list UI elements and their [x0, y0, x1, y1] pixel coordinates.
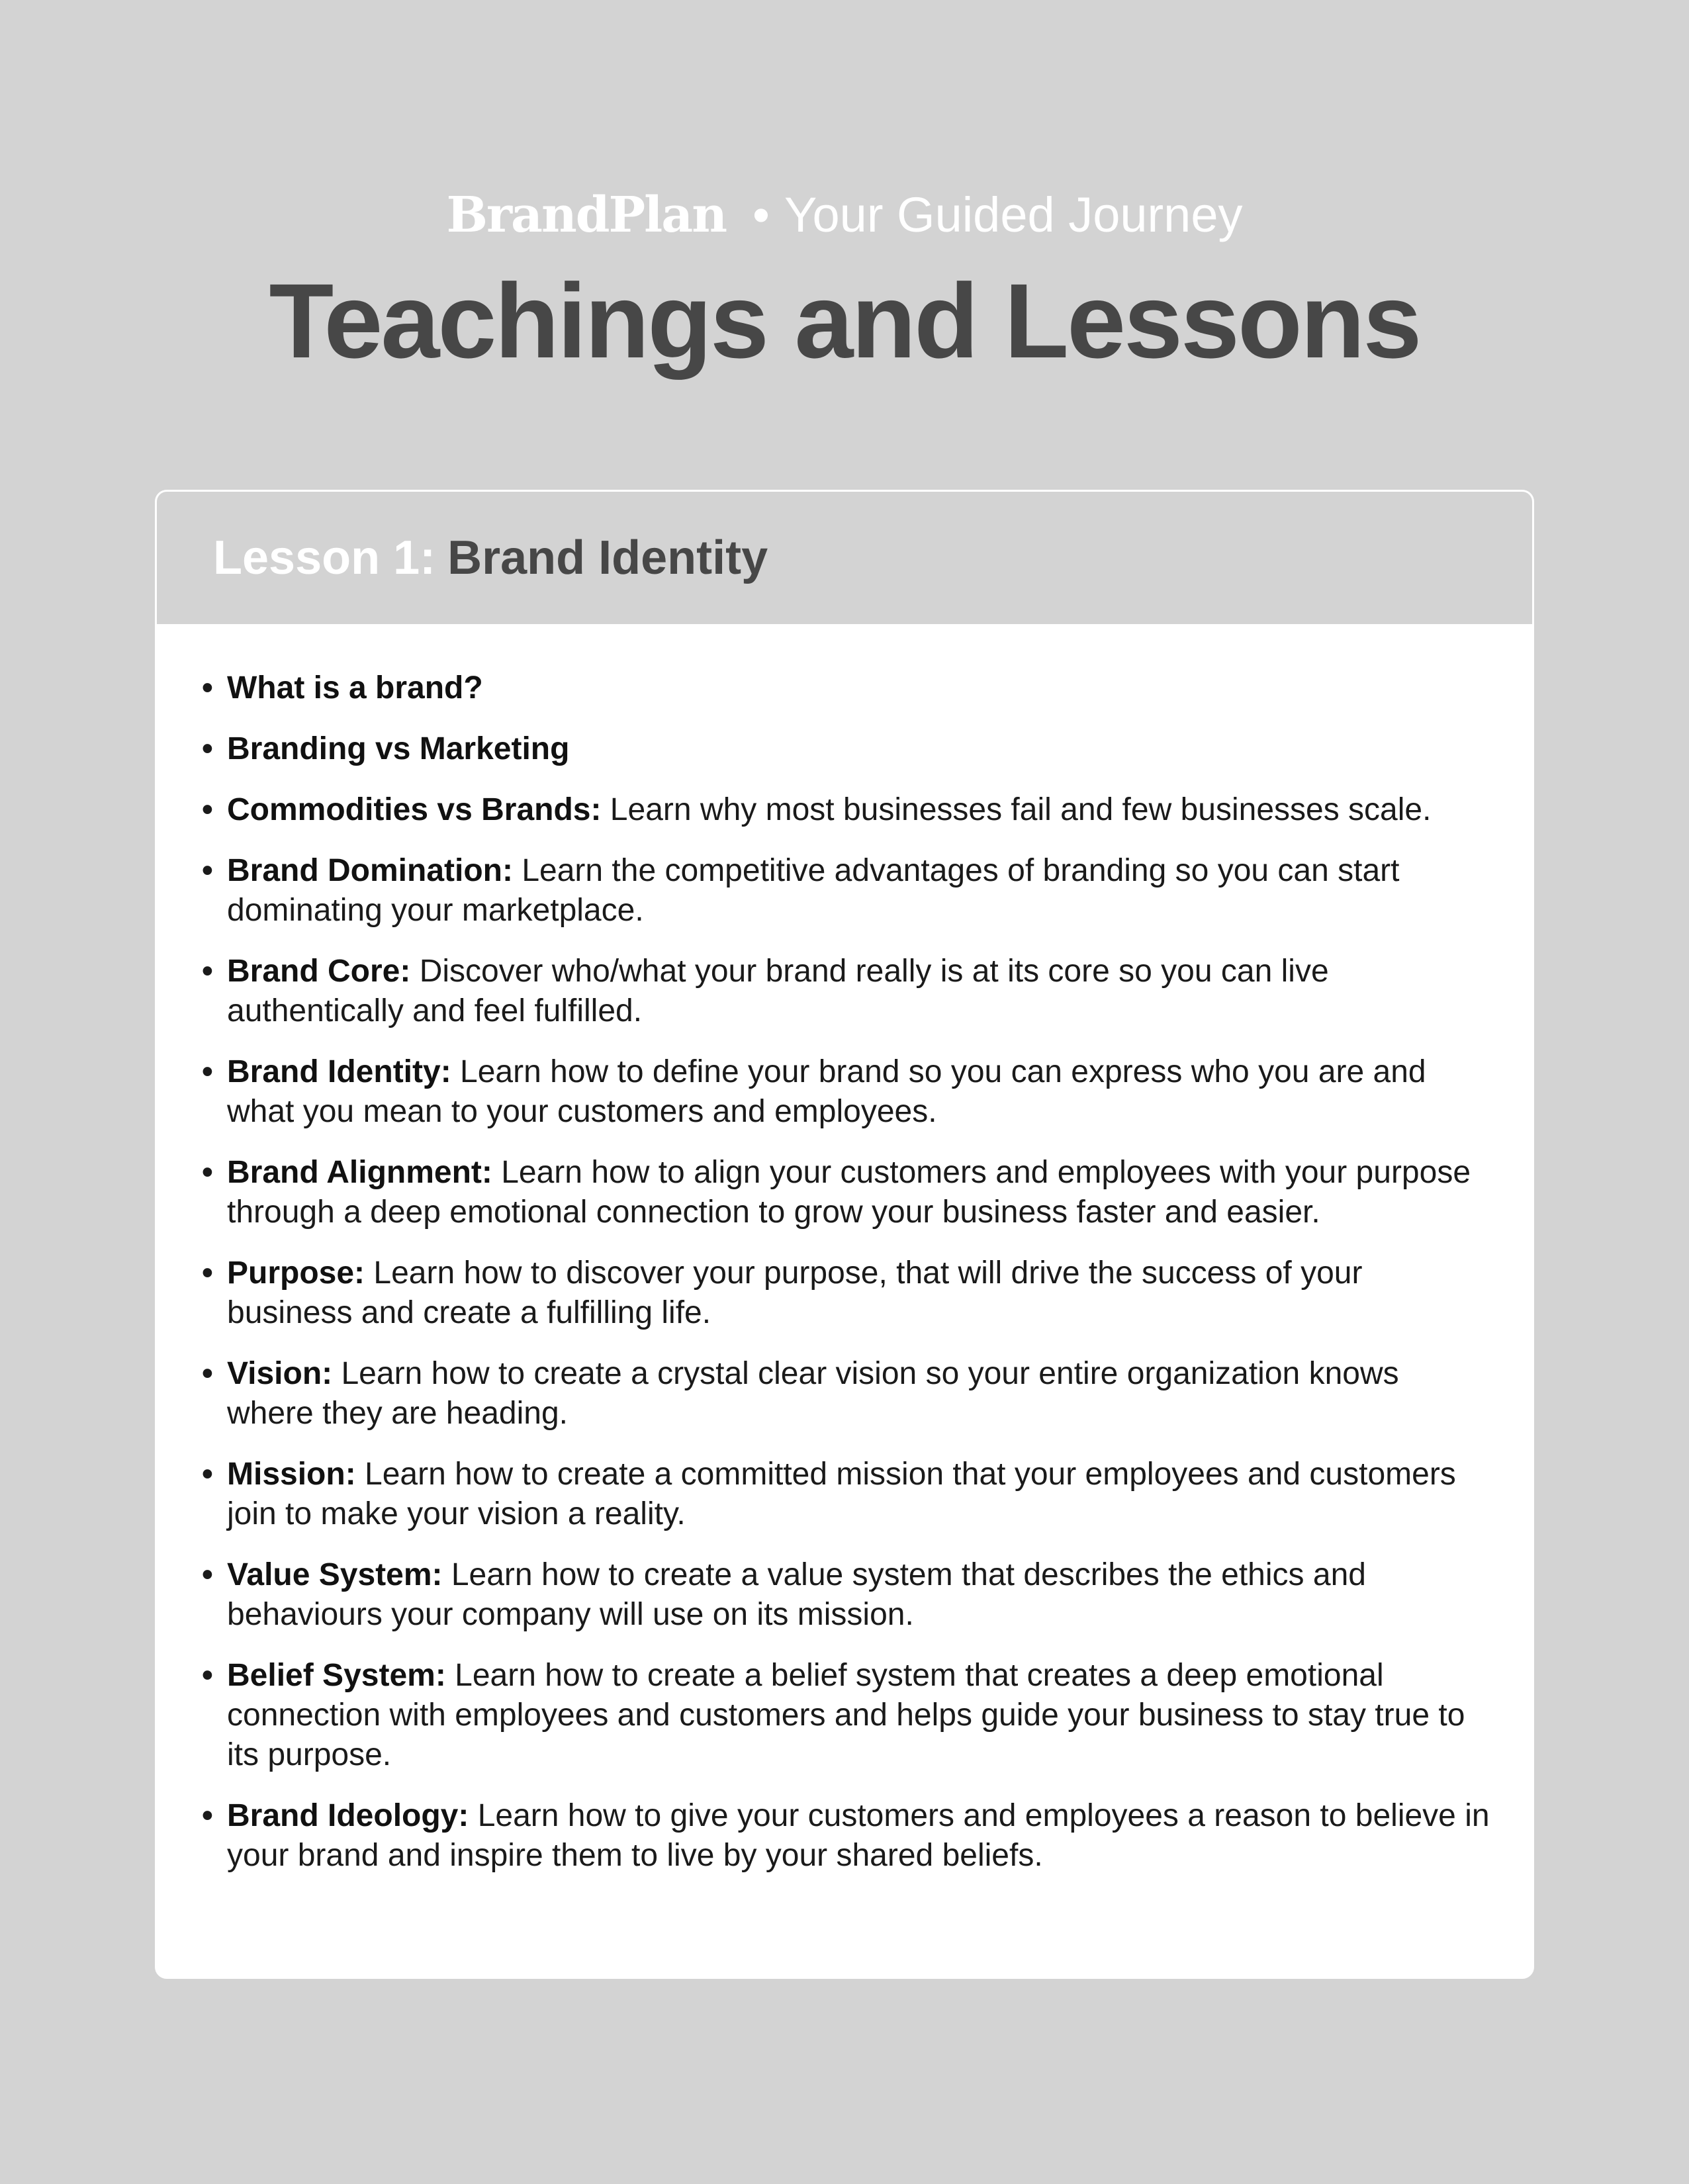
bullet: • — [202, 1798, 213, 1833]
header-tagline-row — [0, 179, 1689, 251]
topic-description: Learn how to create a crystal clear vision so your entire organization knows where they are heading. — [227, 1356, 1399, 1431]
bullet: • — [202, 1658, 213, 1693]
list-item — [202, 851, 1492, 931]
list-item — [202, 952, 1492, 1031]
header-tagline: Your Guided Journey — [784, 187, 1243, 242]
topic-term: Brand Domination: — [227, 853, 513, 888]
bullet: • — [202, 1356, 213, 1391]
topic-term: Vision: — [227, 1356, 333, 1391]
bullet: • — [202, 792, 213, 827]
list-item — [202, 668, 1492, 708]
topic-term: Branding vs Marketing — [227, 731, 570, 766]
topic-term: What is a brand? — [227, 670, 483, 705]
topic-term: Belief System: — [227, 1658, 446, 1693]
bullet: • — [202, 1457, 213, 1492]
list-item — [202, 790, 1492, 830]
list-item — [202, 1052, 1492, 1132]
list-item — [202, 1153, 1492, 1232]
topic-description: Discover who/what your brand really is at its core so you can live authentically and feel fulfilled. — [227, 954, 1329, 1028]
lesson-number: Lesson 1: — [213, 531, 436, 584]
lesson-heading — [213, 528, 768, 588]
topic-description: Learn how to define your brand so you can express who you are and what you mean to your customers and employees. — [227, 1054, 1426, 1129]
bullet: • — [202, 1557, 213, 1592]
topic-term: Purpose: — [227, 1255, 365, 1291]
bullet: • — [202, 853, 213, 888]
topic-term: Brand Core: — [227, 954, 411, 989]
bullet: • — [202, 954, 213, 989]
topic-term: Value System: — [227, 1557, 443, 1592]
bullet: • — [202, 1155, 213, 1190]
bullet: • — [202, 731, 213, 766]
topic-term: Brand Ideology: — [227, 1798, 469, 1833]
lesson-card-header — [157, 492, 1532, 624]
topic-term: Mission: — [227, 1457, 356, 1492]
lesson-topic-list — [157, 624, 1532, 1876]
lesson-card — [155, 490, 1534, 1979]
list-item — [202, 1796, 1492, 1876]
bullet: • — [202, 1054, 213, 1089]
list-item — [202, 1253, 1492, 1333]
topic-description: Learn how to align your customers and employees with your purpose through a deep emotional connection to grow your business faster and easier. — [227, 1155, 1471, 1230]
topic-description: Learn how to create a committed mission that your employees and customers join to make your vision a reality. — [227, 1457, 1456, 1531]
header-separator: • — [753, 187, 770, 242]
topic-description: Learn the competitive advantages of branding so you can start dominating your marketplace. — [227, 853, 1400, 928]
bullet: • — [202, 670, 213, 705]
list-item — [202, 1455, 1492, 1534]
list-item — [202, 1656, 1492, 1775]
topic-description: Learn how to discover your purpose, that will drive the success of your business and create a fulfilling life. — [227, 1255, 1363, 1330]
topic-description: Learn how to create a value system that describes the ethics and behaviours your company will use on its mission. — [227, 1557, 1366, 1632]
topic-description: Learn how to create a belief system that creates a deep emotional connection with employees and customers and helps guide your business to stay true to its purpose. — [227, 1658, 1465, 1772]
page-title: Teachings and Lessons — [269, 261, 1420, 380]
brand-logo: BrandPlan — [446, 187, 727, 244]
topic-term: Commodities vs Brands: — [227, 792, 602, 827]
list-item — [202, 729, 1492, 769]
list-item — [202, 1354, 1492, 1433]
bullet: • — [202, 1255, 213, 1291]
list-item — [202, 1555, 1492, 1635]
topic-description: Learn why most businesses fail and few businesses scale. — [610, 792, 1432, 827]
topic-description: Learn how to give your customers and employees a reason to believe in your brand and inspire them to live by your shared beliefs. — [227, 1798, 1490, 1873]
topic-term: Brand Alignment: — [227, 1155, 492, 1190]
topic-term: Brand Identity: — [227, 1054, 451, 1089]
lesson-name: Brand Identity — [447, 531, 768, 584]
